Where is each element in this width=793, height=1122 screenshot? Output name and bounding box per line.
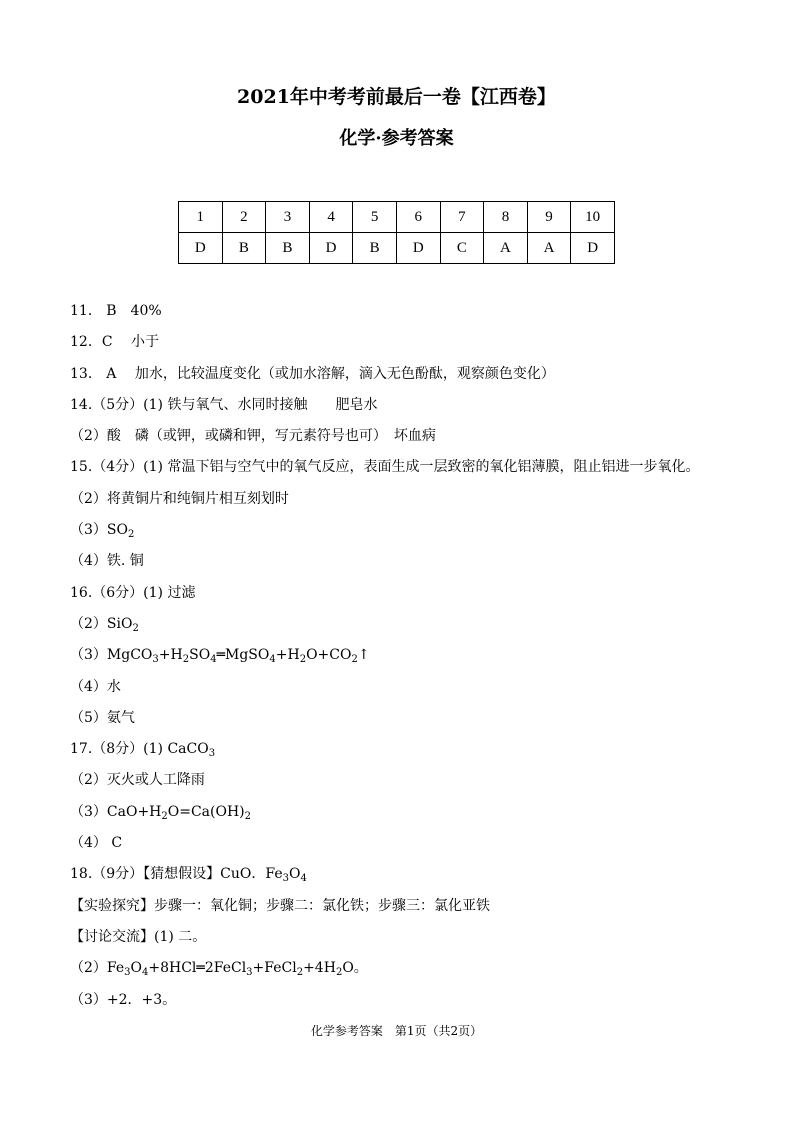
line-text: （2）Fe bbox=[70, 960, 125, 977]
line-text: O=Ca(OH) bbox=[167, 803, 245, 820]
subscript-text: 3 bbox=[124, 967, 131, 979]
line-text: +4H bbox=[303, 960, 336, 977]
line-text: 18.（9分）【猜想假设】CuO．Fe bbox=[70, 866, 283, 883]
answer-line bbox=[70, 582, 750, 613]
line-text: O。 bbox=[342, 960, 368, 977]
page-footer: 化学参考答案 第1页（共2页） bbox=[310, 1024, 483, 1038]
answer-cell: D bbox=[179, 233, 223, 264]
line-text: 13． A 加水，比较温度变化（或加水溶解，滴入无色酚酞，观察颜色变化） bbox=[70, 365, 555, 382]
answer-line bbox=[70, 989, 750, 1020]
answer-cell: D bbox=[571, 233, 615, 264]
question-number-cell: 7 bbox=[440, 202, 484, 233]
subscript-text: 2 bbox=[296, 967, 304, 979]
line-text: ═MgSO bbox=[216, 647, 270, 664]
line-text: （3）SO bbox=[70, 522, 128, 539]
answer-cell: B bbox=[353, 233, 397, 264]
answer-line bbox=[70, 926, 750, 957]
subscript-text: 3 bbox=[208, 748, 216, 760]
answer-cell: D bbox=[309, 233, 353, 264]
answer-cell: A bbox=[527, 233, 571, 264]
subscript-text: 2 bbox=[132, 622, 139, 634]
answer-line bbox=[70, 801, 750, 832]
answer-line bbox=[70, 394, 750, 425]
answer-line bbox=[70, 707, 750, 738]
answer-cell: B bbox=[222, 233, 266, 264]
answer-cell: C bbox=[440, 233, 484, 264]
answer-line bbox=[70, 832, 750, 863]
line-text: （3）+2．+3。 bbox=[70, 991, 177, 1008]
question-number-cell: 2 bbox=[222, 202, 266, 233]
answer-table bbox=[178, 201, 615, 264]
subscript-text: 3 bbox=[152, 654, 159, 666]
subscript-text: 2 bbox=[299, 654, 307, 666]
line-text: 16.（6分）(1) 过滤 bbox=[70, 584, 196, 601]
answer-line bbox=[70, 957, 750, 988]
answer-line bbox=[70, 863, 750, 894]
line-text: （4）铁. 铜 bbox=[70, 553, 144, 570]
answer-line bbox=[70, 519, 750, 550]
answer-cell: D bbox=[396, 233, 440, 264]
line-text: O+CO bbox=[306, 647, 352, 664]
line-text: （4） C bbox=[70, 835, 123, 852]
answer-line bbox=[70, 550, 750, 581]
subscript-text: 2 bbox=[161, 810, 168, 822]
answer-line bbox=[70, 300, 750, 331]
question-number-cell: 9 bbox=[527, 202, 571, 233]
line-text: （3）MgCO bbox=[70, 647, 153, 664]
answer-line bbox=[70, 644, 750, 675]
question-number-cell: 5 bbox=[353, 202, 397, 233]
answer-cell: A bbox=[484, 233, 528, 264]
question-number-cell: 4 bbox=[309, 202, 353, 233]
question-number-cell: 1 bbox=[179, 202, 223, 233]
answer-line bbox=[70, 613, 750, 644]
subscript-text: 4 bbox=[300, 873, 307, 885]
line-text: （5）氨气 bbox=[70, 709, 135, 726]
line-text: （2）灭火或人工降雨 bbox=[70, 772, 205, 789]
subscript-text: 2 bbox=[351, 654, 358, 666]
answer-line bbox=[70, 769, 750, 800]
subscript-text: 4 bbox=[210, 654, 217, 666]
line-text: （4）水 bbox=[70, 678, 121, 695]
subscript-text: 2 bbox=[244, 810, 252, 822]
line-text: O bbox=[289, 866, 301, 883]
subscript-text: 4 bbox=[269, 654, 276, 666]
question-number-cell: 10 bbox=[571, 202, 615, 233]
line-text: +FeCl bbox=[252, 960, 297, 977]
subscript-text: 4 bbox=[142, 967, 149, 979]
answer-lines bbox=[70, 300, 750, 1020]
line-text: O bbox=[130, 960, 142, 977]
subscript-text: 3 bbox=[282, 873, 289, 885]
answer-line bbox=[70, 456, 750, 487]
answer-line bbox=[70, 738, 750, 769]
line-text: 12．C 小于 bbox=[70, 334, 159, 351]
subscript-text: 2 bbox=[335, 967, 343, 979]
line-text: ↑ bbox=[357, 647, 370, 664]
page-subtitle: 化学·参考答案 bbox=[339, 128, 454, 149]
answer-line bbox=[70, 363, 750, 394]
answer-line bbox=[70, 895, 750, 926]
line-text: 17.（8分）(1) CaCO bbox=[70, 741, 209, 758]
subscript-text: 3 bbox=[246, 967, 253, 979]
answer-line bbox=[70, 331, 750, 362]
line-text: （2）SiO bbox=[70, 615, 133, 632]
line-text: （2）酸 磷（或钾，或磷和钾，写元素符号也可） 坏血病 bbox=[70, 428, 436, 445]
line-text: SO bbox=[189, 647, 211, 664]
subscript-text: 2 bbox=[182, 654, 190, 666]
answer-cell: B bbox=[266, 233, 310, 264]
line-text: 14.（5分）(1) 铁与氧气、水同时接触 肥皂水 bbox=[70, 396, 378, 413]
answer-table-answer-row bbox=[179, 233, 615, 264]
line-text: +H bbox=[158, 647, 183, 664]
line-text: 11． B 40% bbox=[70, 303, 162, 319]
line-text: （3）CaO+H bbox=[70, 803, 162, 820]
answer-line bbox=[70, 425, 750, 456]
question-number-cell: 6 bbox=[396, 202, 440, 233]
line-text: 【实验探究】步骤一：氧化铜；步骤二：氯化铁；步骤三：氯化亚铁 bbox=[70, 897, 490, 914]
question-number-cell: 3 bbox=[266, 202, 310, 233]
line-text: 【讨论交流】(1) 二。 bbox=[70, 928, 207, 945]
question-number-cell: 8 bbox=[484, 202, 528, 233]
line-text: +8HCl═2FeCl bbox=[148, 960, 247, 977]
line-text: （2）将黄铜片和纯铜片相互刻划时 bbox=[70, 490, 289, 507]
page-title: 2021年中考考前最后一卷【江西卷】 bbox=[237, 86, 556, 108]
subscript-text: 2 bbox=[127, 529, 135, 541]
answer-table-number-row bbox=[179, 202, 615, 233]
line-text: 15.（4分）(1) 常温下铝与空气中的氧气反应，表面生成一层致密的氧化铝薄膜，阻止铝进一步氧化。 bbox=[70, 459, 700, 476]
answer-line bbox=[70, 676, 750, 707]
line-text: +H bbox=[275, 647, 300, 664]
answer-line bbox=[70, 488, 750, 519]
